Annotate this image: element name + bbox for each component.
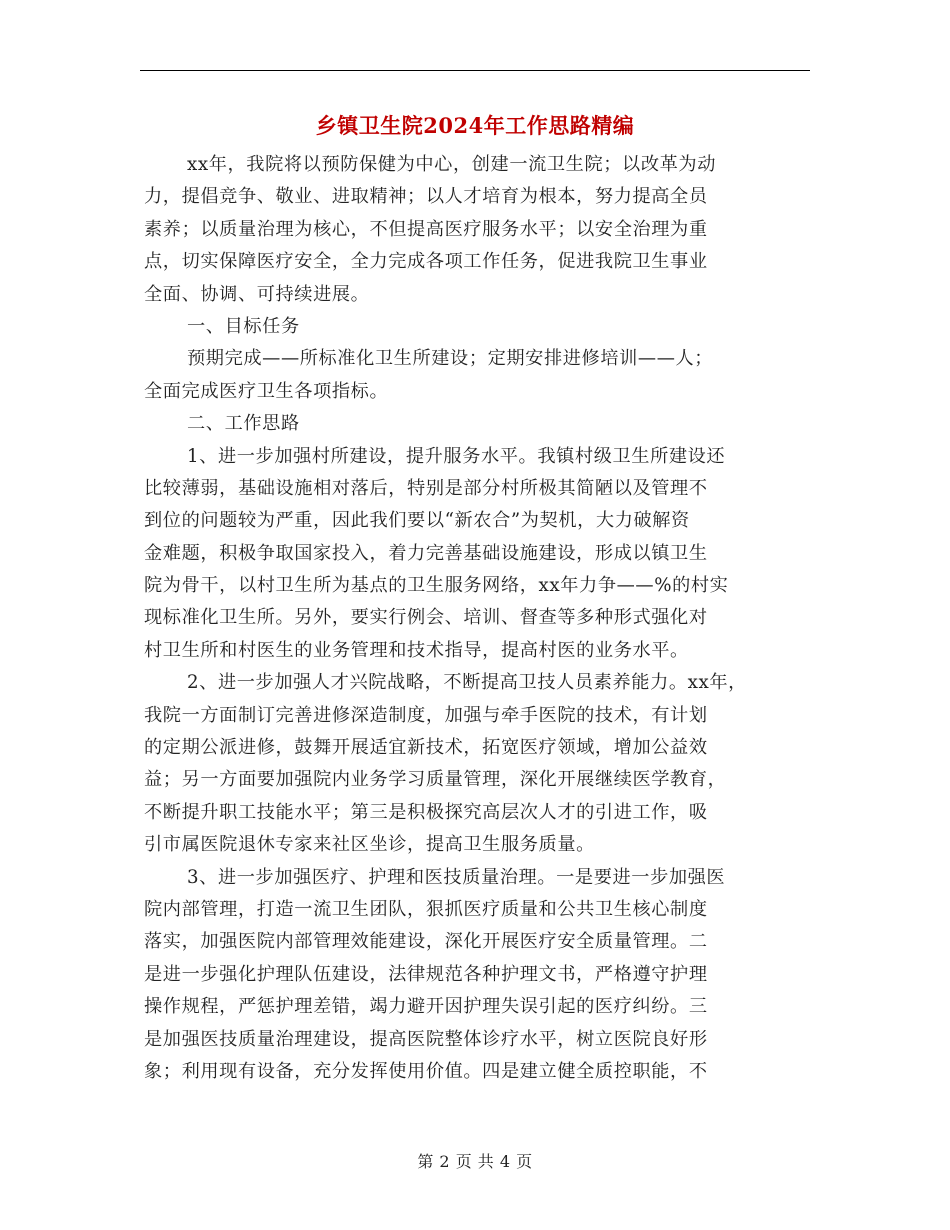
paragraph-line: 院为骨干，以村卫生所为基点的卫生服务网络，xx年力争——%的村实 [144,575,729,597]
paragraph-line: 预期完成——所标准化卫生所建设；定期安排进修培训——人； [187,348,714,370]
paragraph-line: 素养；以质量治理为核心，不但提高医疗服务水平；以安全治理为重 [144,218,708,240]
paragraph-line: 益；另一方面要加强院内业务学习质量管理，深化开展继续医学教育， [144,769,727,791]
paragraph-line: 我院一方面制订完善进修深造制度，加强与牵手医院的技术，有计划 [144,704,708,726]
paragraph-line: 力，提倡竞争、敬业、进取精神；以人才培育为根本，努力提高全员 [144,186,708,208]
paragraph-line: 村卫生所和村医生的业务管理和技术指导，提高村医的业务水平。 [144,639,689,661]
paragraph-line: 引市属医院退休专家来社区坐诊，提高卫生服务质量。 [144,834,595,856]
paragraph-line: 是进一步强化护理队伍建设，法律规范各种护理文书，严格遵守护理 [144,963,708,985]
paragraph-line: 点，切实保障医疗安全，全力完成各项工作任务，促进我院卫生事业 [144,251,708,273]
paragraph-line: xx年，我院将以预防保健为中心，创建一流卫生院；以改革为动 [187,154,716,175]
section-heading: 一、目标任务 [187,315,300,337]
paragraph-line: 落实，加强医院内部管理效能建设，深化开展医疗安全质量管理。二 [144,931,708,953]
paragraph-line: 的定期公派进修，鼓舞开展适宜新技术，拓宽医疗领域，增加公益效 [144,737,708,759]
paragraph-line: 全面、协调、可持续进展。 [144,283,370,305]
document-body [144,149,826,1088]
paragraph-line: 2、进一步加强人才兴院战略，不断提高卫技人员素养能力。xx年， [187,672,747,694]
paragraph-line: 院内部管理，打造一流卫生团队，狠抓医疗质量和公共卫生核心制度 [144,898,708,920]
paragraph-line: 全面完成医疗卫生各项指标。 [144,380,389,402]
paragraph-line: 是加强医技质量治理建设，提高医院整体诊疗水平，树立医院良好形 [144,1028,708,1050]
paragraph-line: 1、进一步加强村所建设，提升服务水平。我镇村级卫生所建设还 [187,445,726,467]
document-title: 乡镇卫生院2024年工作思路精编 [315,113,635,138]
paragraph-line: 象；利用现有设备，充分发挥使用价值。四是建立健全质控职能，不 [144,1060,708,1082]
header-rule [140,70,810,71]
paragraph-line: 比较薄弱，基础设施相对落后，特别是部分村所极其简陋以及管理不 [144,477,708,499]
page-number-footer: 第 2 页 共 4 页 [417,1152,533,1171]
section-heading: 二、工作思路 [187,413,300,435]
paragraph-line: 金难题，积极争取国家投入，着力完善基础设施建设，形成以镇卫生 [144,542,708,564]
paragraph-line: 3、进一步加强医疗、护理和医技质量治理。一是要进一步加强医 [187,866,726,888]
paragraph-line: 现标准化卫生所。另外，要实行例会、培训、督查等多种形式强化对 [144,607,708,629]
paragraph-line: 不断提升职工技能水平；第三是积极探究高层次人才的引进工作，吸 [144,801,708,823]
paragraph-line: 到位的问题较为严重，因此我们要以“新农合”为契机，大力破解资 [144,510,690,532]
paragraph-line: 操作规程，严惩护理差错，竭力避开因护理失误引起的医疗纠纷。三 [144,996,708,1018]
